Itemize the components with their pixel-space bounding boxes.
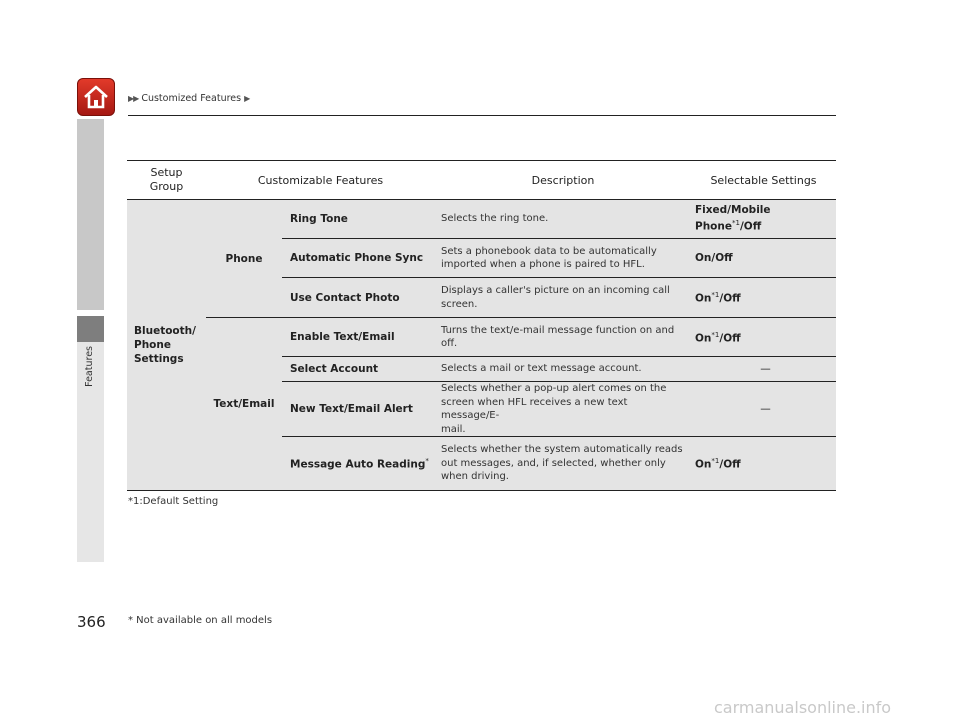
availability-note: * Not available on all models: [128, 615, 273, 626]
feature-name: Enable Text/Email: [282, 318, 435, 357]
home-icon: [82, 84, 110, 110]
feature-name: Ring Tone: [282, 200, 435, 239]
breadcrumb: [128, 93, 249, 104]
feature-description: Sets a phonebook data to be automatically imported when a phone is paired to HFL.: [435, 239, 691, 278]
header-divider: [128, 115, 836, 116]
side-top-blank: [77, 0, 104, 75]
watermark: carmanualsonline.info: [714, 698, 892, 717]
feature-setting: —: [691, 382, 836, 437]
feature-setting: On$^{*1}$/Off: [691, 437, 836, 491]
side-tab-active-marker: [77, 316, 104, 342]
feature-description: Turns the text/e-mail message function on and off.: [435, 318, 691, 357]
home-button[interactable]: [77, 78, 115, 116]
feature-description: Selects whether a pop-up alert comes on the screen when HFL receives a new text message/E- mail.: [435, 382, 691, 437]
header-selectable-settings: Selectable Settings: [691, 161, 836, 200]
side-tab-blank: [77, 119, 104, 310]
customization-table: [127, 160, 836, 491]
breadcrumb-item[interactable]: Customized Features: [141, 93, 242, 104]
header-customizable-features: Customizable Features: [206, 161, 435, 200]
feature-setting: On/Off: [691, 239, 836, 278]
feature-description: Selects a mail or text message account.: [435, 357, 691, 382]
feature-name: New Text/Email Alert: [282, 382, 435, 437]
feature-name: Message Auto Reading*: [282, 437, 435, 491]
setup-group-cell: Bluetooth/ Phone Settings: [127, 200, 206, 491]
breadcrumb-arrow-icon: ▶▶: [128, 94, 139, 103]
feature-setting: —: [691, 357, 836, 382]
feature-description: Selects whether the system automatically reads out messages, and, if selected, whether only when driving.: [435, 437, 691, 491]
side-tab-label[interactable]: Features: [84, 346, 95, 387]
feature-name: Select Account: [282, 357, 435, 382]
subgroup-phone: Phone: [206, 200, 282, 318]
feature-description: Displays a caller's picture on an incoming call screen.: [435, 278, 691, 318]
feature-setting: On$^{*1}$/Off: [691, 318, 836, 357]
breadcrumb-arrow-icon: ▶: [244, 94, 250, 103]
subgroup-text-email: Text/Email: [206, 318, 282, 491]
feature-setting: Fixed/Mobile Phone$^{*1}$/Off: [691, 200, 836, 239]
page-number: 366: [77, 613, 106, 631]
feature-name: Use Contact Photo: [282, 278, 435, 318]
header-setup-group: Setup Group: [127, 161, 206, 200]
feature-name: Automatic Phone Sync: [282, 239, 435, 278]
feature-description: Selects the ring tone.: [435, 200, 691, 239]
header-description: Description: [435, 161, 691, 200]
feature-setting: On$^{*1}$/Off: [691, 278, 836, 318]
default-setting-footnote: *1:Default Setting: [128, 496, 219, 507]
